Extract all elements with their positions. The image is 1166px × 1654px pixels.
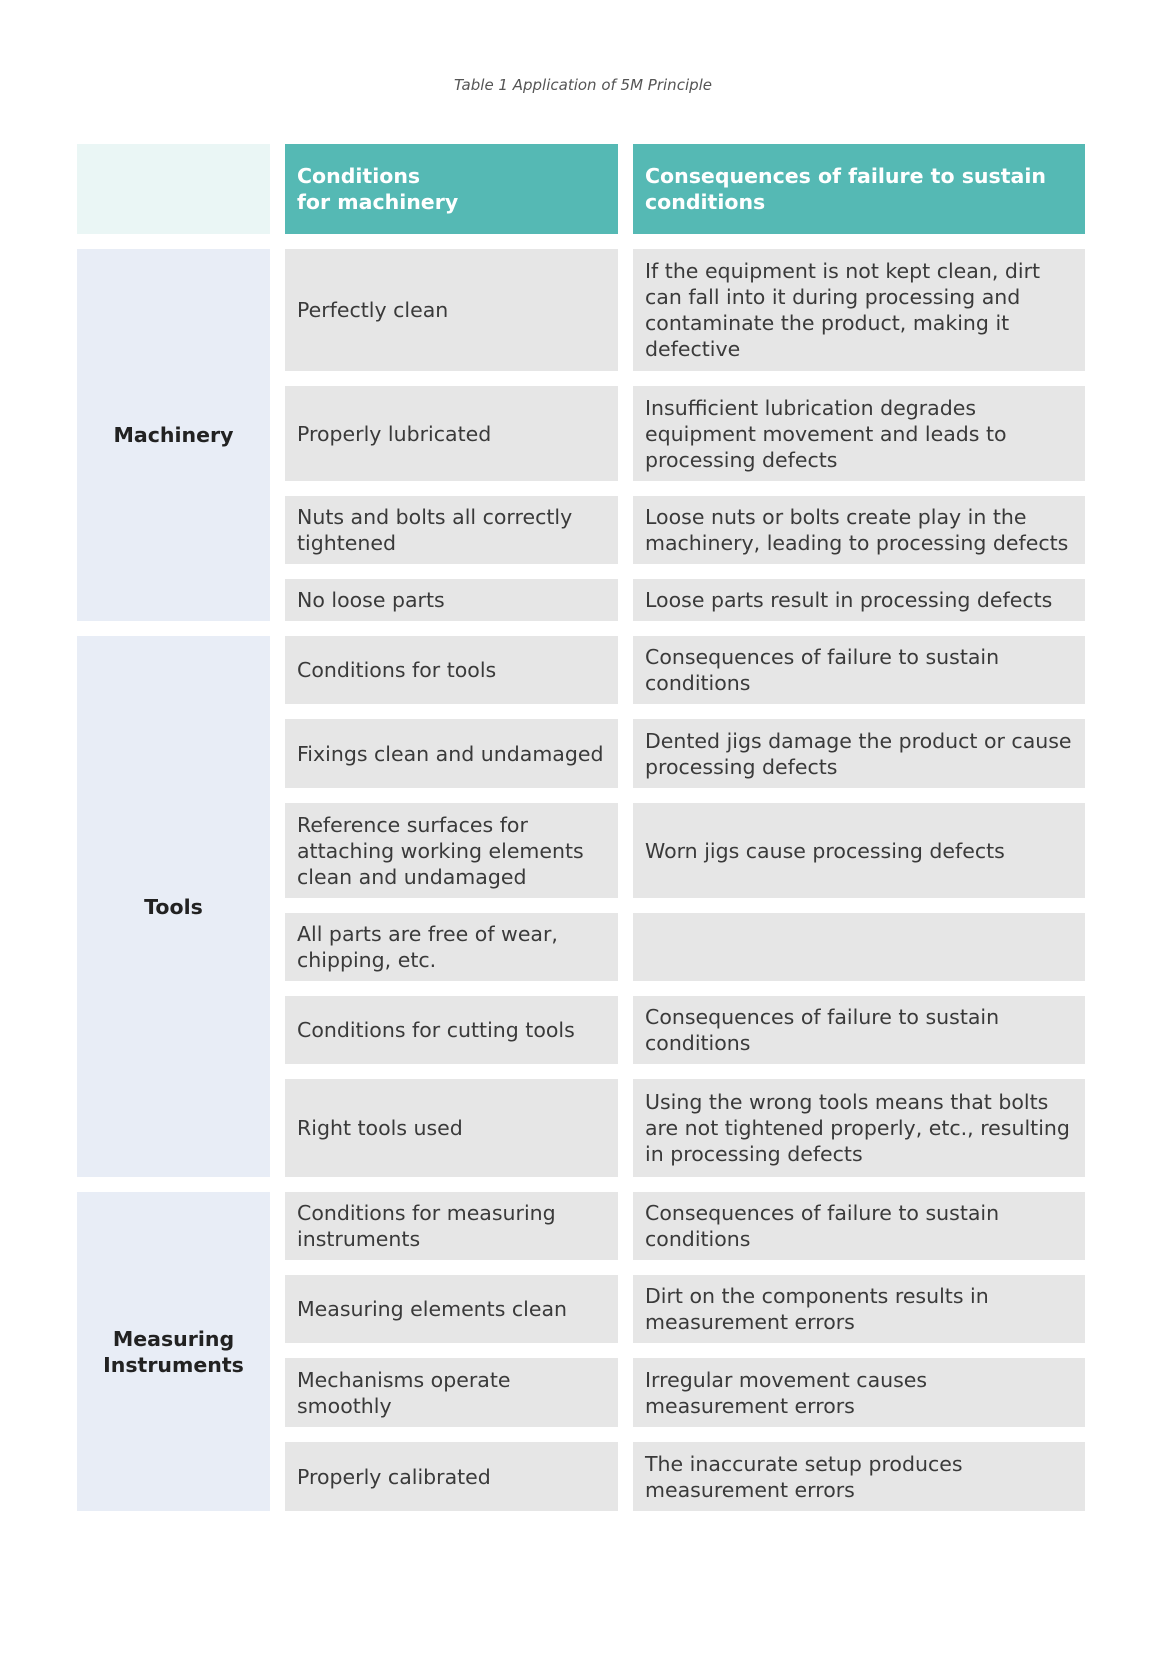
consequence-cell: Insufficient lubrication degrades equipment movement and leads to processing defects xyxy=(633,386,1085,481)
condition-cell: Reference surfaces for attaching working elements clean and undamaged xyxy=(285,803,618,898)
consequence-cell: Loose nuts or bolts create play in the machinery, leading to processing defects xyxy=(633,496,1085,564)
condition-cell: Nuts and bolts all correctly tightened xyxy=(285,496,618,564)
category-tools: Tools xyxy=(77,636,270,1177)
condition-cell: No loose parts xyxy=(285,579,618,621)
header-consequences: Consequences of failure to sustain conditions xyxy=(633,144,1085,234)
condition-cell: Perfectly clean xyxy=(285,249,618,371)
consequence-cell: Loose parts result in processing defects xyxy=(633,579,1085,621)
table-caption: Table 1 Application of 5M Principle xyxy=(453,76,713,94)
consequence-cell: Using the wrong tools means that bolts are not tightened properly, etc., resulting in processing defects xyxy=(633,1079,1085,1177)
consequence-cell: Consequences of failure to sustain conditions xyxy=(633,636,1085,704)
condition-cell: Properly calibrated xyxy=(285,1442,618,1511)
consequence-cell: Worn jigs cause processing defects xyxy=(633,803,1085,898)
consequence-cell: Dented jigs damage the product or cause processing defects xyxy=(633,719,1085,788)
header-conditions-line2: for machinery xyxy=(297,190,459,214)
condition-cell: Conditions for cutting tools xyxy=(285,996,618,1064)
condition-cell: Mechanisms operate smoothly xyxy=(285,1358,618,1427)
category-measuring-line1: Measuring xyxy=(112,1326,235,1351)
category-machinery: Machinery xyxy=(77,249,270,621)
consequence-cell: Dirt on the components results in measurement errors xyxy=(633,1275,1085,1343)
consequence-cell xyxy=(633,913,1085,981)
header-conditions-line1: Conditions xyxy=(297,164,421,188)
header-conditions xyxy=(285,144,618,234)
category-measuring-instruments xyxy=(77,1192,270,1511)
condition-cell: Measuring elements clean xyxy=(285,1275,618,1343)
condition-cell: Conditions for measuring instruments xyxy=(285,1192,618,1260)
condition-cell: Properly lubricated xyxy=(285,386,618,481)
consequence-cell: The inaccurate setup produces measurement errors xyxy=(633,1442,1085,1511)
condition-cell: Conditions for tools xyxy=(285,636,618,704)
consequence-cell: Irregular movement causes measurement errors xyxy=(633,1358,1085,1427)
condition-cell: All parts are free of wear, chipping, etc. xyxy=(285,913,618,981)
header-corner-cell xyxy=(77,144,270,234)
consequence-cell: Consequences of failure to sustain conditions xyxy=(633,996,1085,1064)
category-measuring-line2: Instruments xyxy=(103,1352,244,1377)
consequence-cell: If the equipment is not kept clean, dirt can fall into it during processing and contaminate the product, making it defective xyxy=(633,249,1085,371)
condition-cell: Right tools used xyxy=(285,1079,618,1177)
condition-cell: Fixings clean and undamaged xyxy=(285,719,618,788)
consequence-cell: Consequences of failure to sustain conditions xyxy=(633,1192,1085,1260)
